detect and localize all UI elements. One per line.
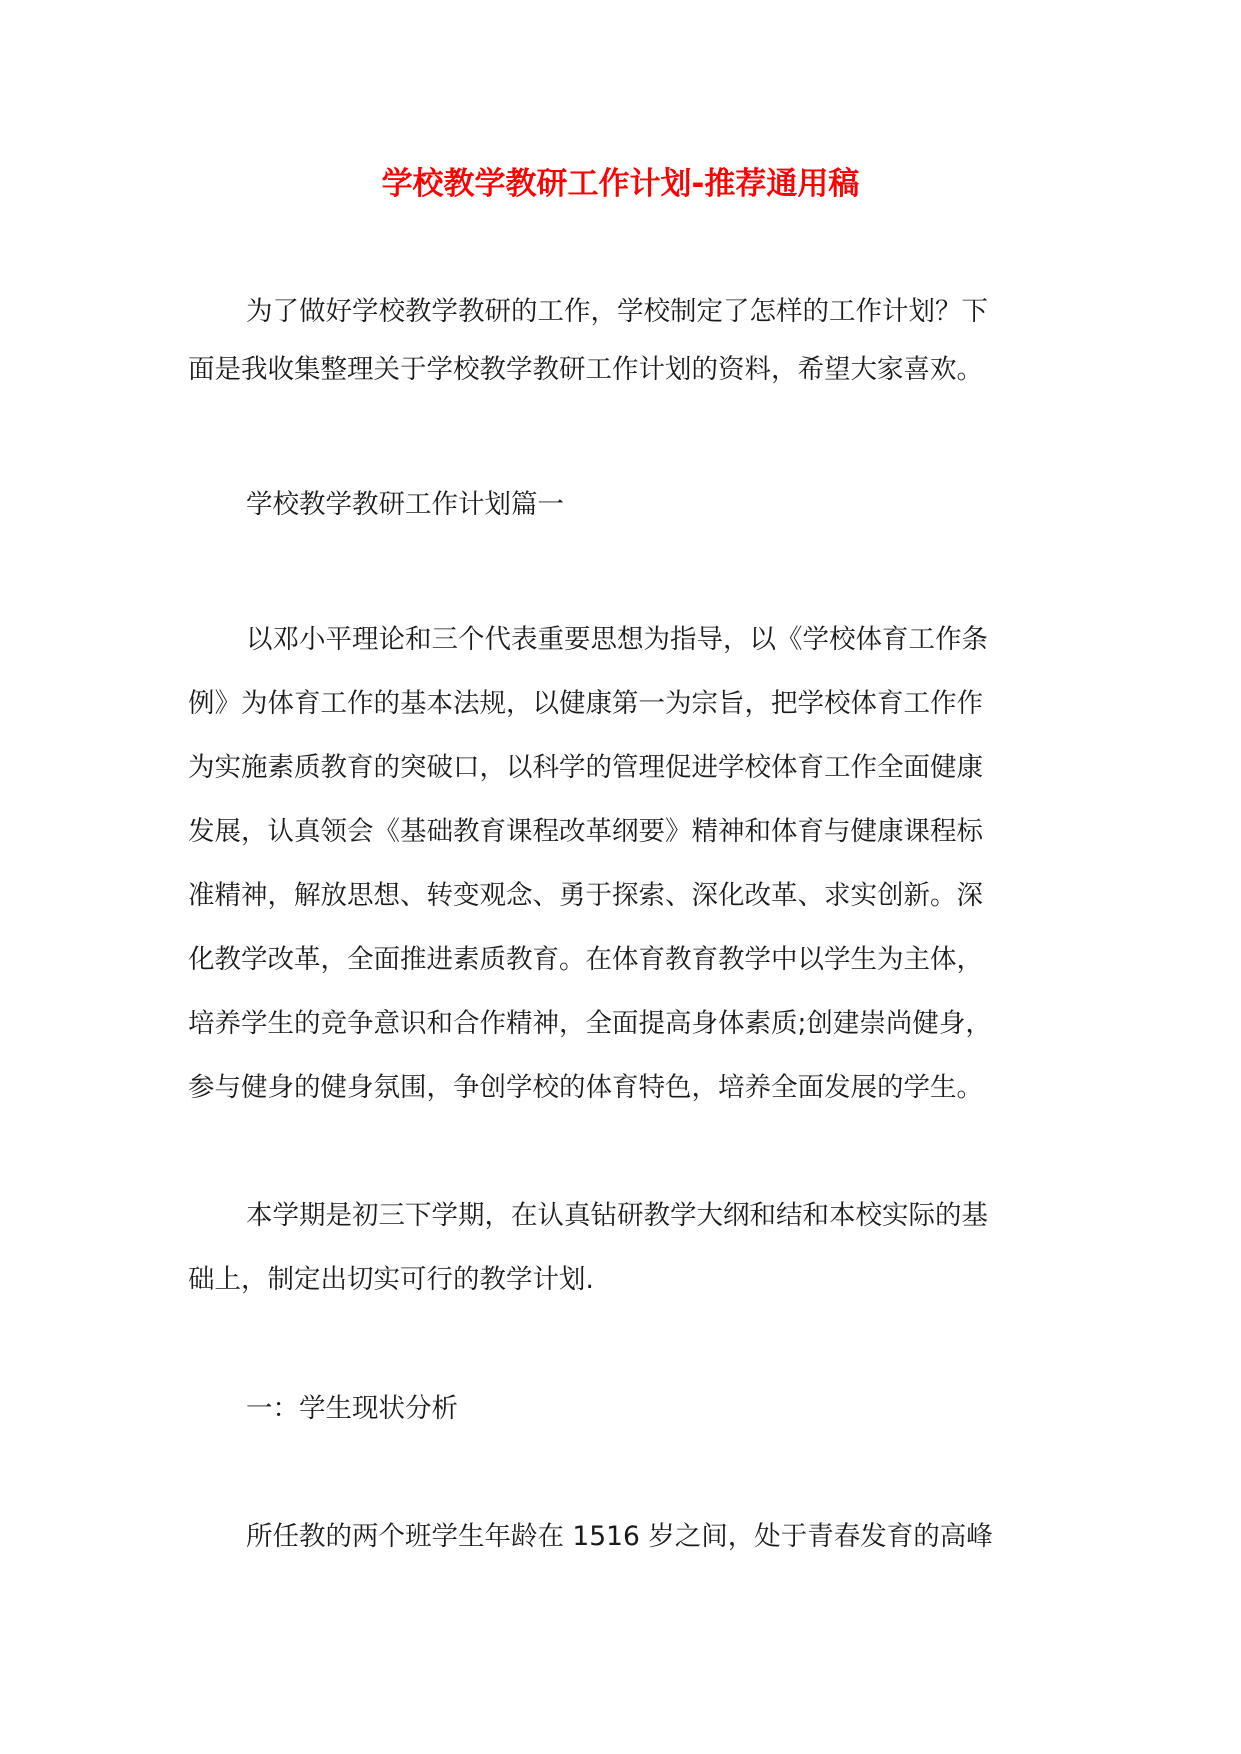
- text-line: 础上，制定出切实可行的教学计划.: [188, 1264, 594, 1295]
- text-line: 例》为体育工作的基本法规，以健康第一为宗旨，把学校体育工作作: [188, 688, 983, 719]
- text-line: 一：学生现状分析: [246, 1393, 458, 1424]
- text-line: 学校教学教研工作计划篇一: [246, 489, 564, 520]
- text-line: 为了做好学校教学教研的工作，学校制定了怎样的工作计划？下: [246, 296, 988, 327]
- text-line: 为实施素质教育的突破口，以科学的管理促进学校体育工作全面健康: [188, 752, 983, 783]
- text-line: 培养学生的竞争意识和合作精神，全面提高身体素质;创建崇尚健身，: [188, 1008, 992, 1039]
- document-title: 学校教学教研工作计划-推荐通用稿: [381, 166, 860, 202]
- text-line: 参与健身的健身氛围，争创学校的体育特色，培养全面发展的学生。: [188, 1072, 983, 1103]
- text-line: 化教学改革，全面推进素质教育。在体育教育教学中以学生为主体，: [188, 944, 983, 975]
- text-line: 所任教的两个班学生年龄在 1516 岁之间，处于青春发育的高峰: [246, 1521, 993, 1552]
- text-line: 发展，认真领会《基础教育课程改革纲要》精神和体育与健康课程标: [188, 816, 983, 847]
- text-line: 以邓小平理论和三个代表重要思想为指导，以《学校体育工作条: [246, 624, 988, 655]
- text-line: 本学期是初三下学期，在认真钻研教学大纲和结和本校实际的基: [246, 1200, 988, 1231]
- text-line: 准精神，解放思想、转变观念、勇于探索、深化改革、求实创新。深: [188, 880, 983, 911]
- text-line: 面是我收集整理关于学校教学教研工作计划的资料，希望大家喜欢。: [188, 354, 983, 385]
